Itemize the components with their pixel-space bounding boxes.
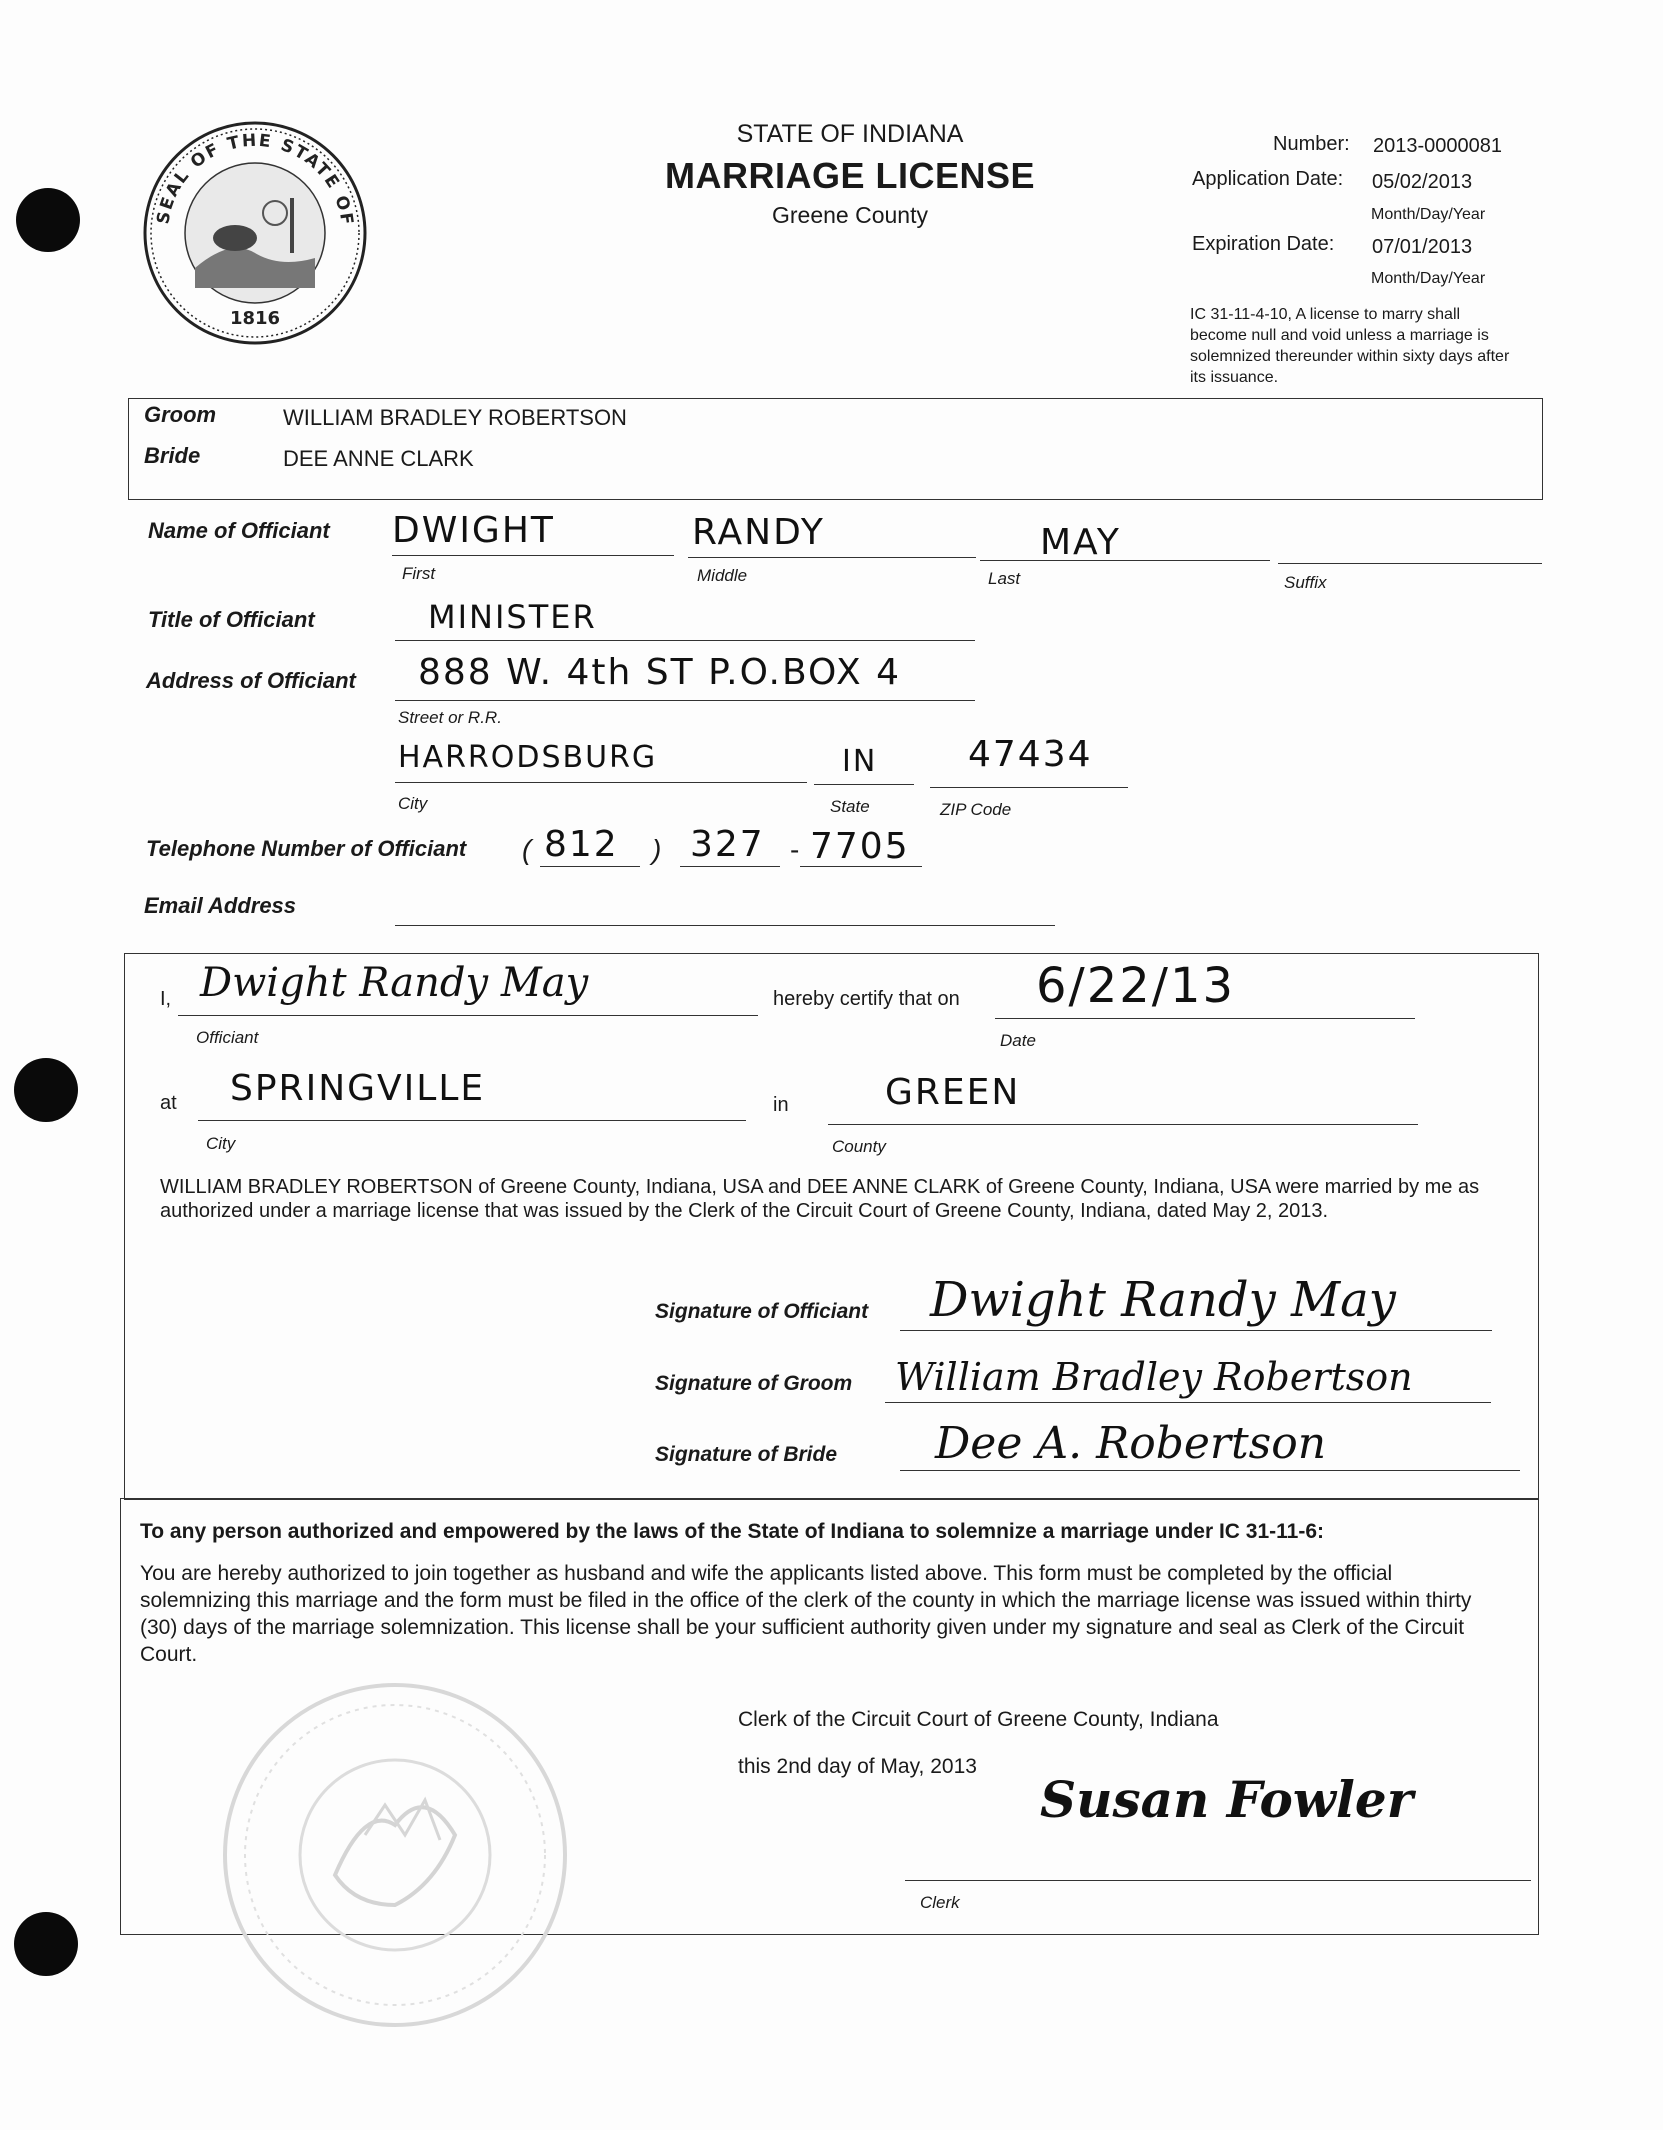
application-date-format: Month/Day/Year <box>1371 206 1486 223</box>
officiant-first-name: DWIGHT <box>392 510 555 551</box>
marriage-city: SPRINGVILLE <box>230 1068 486 1109</box>
at-label: at <box>160 1092 177 1114</box>
circuit-court-seal <box>215 1675 575 2035</box>
number-label: Number: <box>1273 133 1350 155</box>
county-caption: County <box>832 1137 886 1156</box>
last-caption: Last <box>988 569 1021 588</box>
phone-line-number: 7705 <box>810 826 910 867</box>
groom-label: Groom <box>144 402 217 427</box>
email-label: Email Address <box>144 893 297 918</box>
groom-signature: William Bradley Robertson <box>895 1355 1413 1399</box>
officiant-street: 888 W. 4th ST P.O.BOX 4 <box>418 652 902 693</box>
license-number: 2013-0000081 <box>1373 135 1503 157</box>
officiant-city: HARRODSBURG <box>398 740 658 775</box>
statute-note: IC 31-11-4-10, A license to marry shall become null and void unless a marriage is solemnized thereunder within sixty days after its issuance. <box>1190 306 1510 386</box>
state-seal <box>140 118 370 348</box>
city-caption-cert: City <box>206 1134 236 1153</box>
phone-open-paren: ( <box>522 834 532 865</box>
phone-dash: - <box>790 834 800 865</box>
officiant-signature: Dwight Randy May <box>930 1272 1396 1328</box>
punch-hole-bottom <box>14 1912 78 1976</box>
bride-name: DEE ANNE CLARK <box>283 446 474 471</box>
suffix-caption: Suffix <box>1284 573 1327 592</box>
punch-hole-middle <box>14 1058 78 1122</box>
officiant-title-label: Title of Officiant <box>148 607 315 632</box>
officiant-last-name: MAY <box>1040 522 1121 563</box>
application-date: 05/02/2013 <box>1372 171 1473 193</box>
certifying-officiant-name: Dwight Randy May <box>200 960 589 1006</box>
phone-prefix: 327 <box>690 824 765 865</box>
officiant-middle-name: RANDY <box>692 512 825 553</box>
state-caption: State <box>830 797 870 816</box>
document-title: MARRIAGE LICENSE <box>664 155 1036 196</box>
issue-date-text: this 2nd day of May, 2013 <box>738 1755 977 1778</box>
city-caption: City <box>398 794 428 813</box>
first-caption: First <box>402 564 436 583</box>
clerk-signature: Susan Fowler <box>1040 1770 1414 1829</box>
authorization-heading: To any person authorized and empowered by the laws of the State of Indiana to solemnize a marriage under IC 31-11-6: <box>140 1520 1325 1543</box>
clerk-title: Clerk of the Circuit Court of Greene County, Indiana <box>738 1708 1219 1731</box>
middle-caption: Middle <box>697 566 748 585</box>
marriage-date: 6/22/13 <box>1036 958 1236 1014</box>
certify-text: hereby certify that on <box>773 988 960 1010</box>
application-date-label: Application Date: <box>1192 168 1344 190</box>
state-heading: STATE OF INDIANA <box>736 120 964 148</box>
authorization-body: You are hereby authorized to join together as husband and wife the applicants listed above. This form must be completed by the official solemnizing this marriage and the form must be filed in the office of the clerk of the county in which the marriage license was issued within thirty (30) days of the marriage solemnization. This license shall be your sufficient authority given under my signature and seal as Clerk of the Circuit Court. <box>140 1562 1472 1666</box>
street-caption: Street or R.R. <box>398 708 502 727</box>
officiant-phone-label: Telephone Number of Officiant <box>146 836 467 861</box>
clerk-caption: Clerk <box>920 1893 960 1912</box>
expiration-date-label: Expiration Date: <box>1192 233 1335 255</box>
svg-text:1816: 1816 <box>229 308 281 329</box>
certification-box <box>124 953 1539 1500</box>
groom-name: WILLIAM BRADLEY ROBERTSON <box>283 405 627 430</box>
punch-hole-top <box>16 188 80 252</box>
zip-caption: ZIP Code <box>940 800 1012 819</box>
i-label: I, <box>160 988 172 1010</box>
marriage-statement: WILLIAM BRADLEY ROBERTSON of Greene County, Indiana, USA and DEE ANNE CLARK of Greene County, Indiana, USA were married by me as authorized under a marriage license that was issued by the Clerk of the Circuit Court of Greene County, Indiana, dated May 2, 2013. <box>160 1176 1480 1222</box>
bride-signature-label: Signature of Bride <box>655 1443 838 1466</box>
officiant-zip: 47434 <box>968 734 1093 775</box>
officiant-state: IN <box>842 744 878 779</box>
expiration-date: 07/01/2013 <box>1372 236 1473 258</box>
phone-close-paren: ) <box>652 834 662 865</box>
date-caption: Date <box>1000 1031 1036 1050</box>
officiant-caption: Officiant <box>196 1028 259 1047</box>
officiant-signature-label: Signature of Officiant <box>655 1300 869 1323</box>
officiant-title: MINISTER <box>428 598 597 636</box>
in-label: in <box>773 1094 789 1116</box>
expiration-date-format: Month/Day/Year <box>1371 270 1486 287</box>
marriage-county: GREEN <box>885 1072 1021 1113</box>
county-heading: Greene County <box>772 202 928 228</box>
phone-area-code: 812 <box>544 824 619 865</box>
officiant-address-label: Address of Officiant <box>146 668 356 693</box>
svg-text:SEAL OF THE STATE OF INDIANA: SEAL OF THE STATE OF <box>153 130 357 228</box>
officiant-name-label: Name of Officiant <box>148 518 330 543</box>
groom-signature-label: Signature of Groom <box>655 1372 853 1395</box>
bride-signature: Dee A. Robertson <box>935 1418 1327 1469</box>
bride-label: Bride <box>144 443 201 468</box>
